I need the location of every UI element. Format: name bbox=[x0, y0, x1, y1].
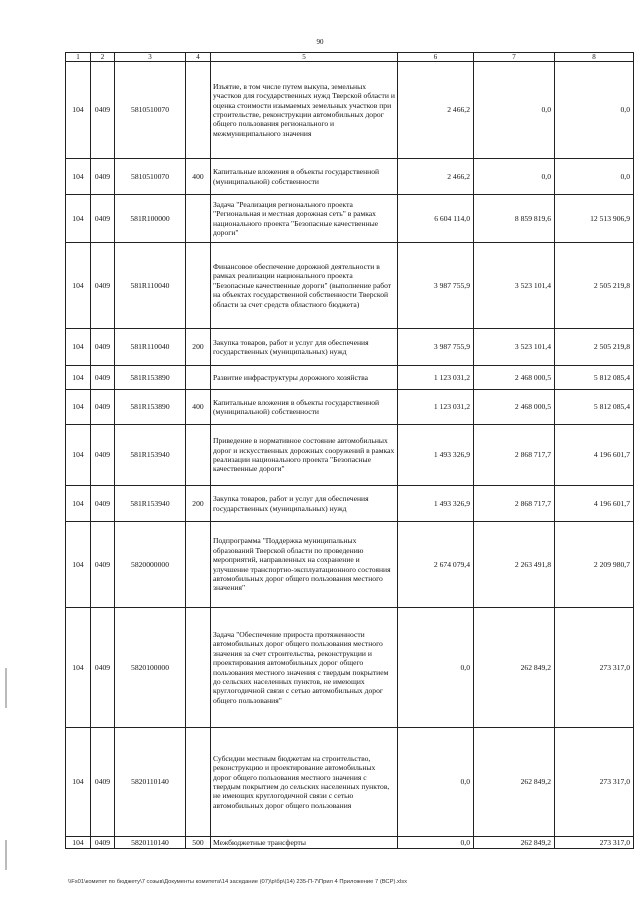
amount-cell: 0,0 bbox=[398, 608, 474, 728]
amount-cell: 262 849,2 bbox=[474, 608, 555, 728]
description-cell: Финансовое обеспечение дорожной деятельности в рамках реализации национального проекта "Безопасные качественные дороги" (выполнение работ на объектах государственной собственности Тверской области за счет средств областного бюджета) bbox=[211, 243, 398, 329]
code-cell: 581R153890 bbox=[115, 390, 186, 425]
code-cell: 0409 bbox=[91, 486, 115, 522]
amount-cell: 2 468 000,5 bbox=[474, 366, 555, 390]
code-cell: 581R110040 bbox=[115, 243, 186, 329]
description-cell: Субсидии местным бюджетам на строительство, реконструкцию и проектирование автомобильных дорог общего пользования местного значения с твердым покрытием до сельских населенных пунктов, не имеющих круглогодичной связи с сетью автомобильных дорог общего пользования bbox=[211, 728, 398, 837]
table-row bbox=[66, 608, 634, 728]
amount-cell: 273 317,0 bbox=[555, 608, 634, 728]
header-cell: 2 bbox=[91, 53, 115, 62]
code-cell: 581R153940 bbox=[115, 486, 186, 522]
code-cell: 200 bbox=[186, 329, 211, 366]
amount-cell: 1 493 326,9 bbox=[398, 425, 474, 486]
code-cell: 581R153940 bbox=[115, 425, 186, 486]
code-cell bbox=[186, 62, 211, 159]
table-row bbox=[66, 837, 634, 849]
amount-cell: 2 209 980,7 bbox=[555, 522, 634, 608]
code-cell: 400 bbox=[186, 390, 211, 425]
amount-cell: 2 868 717,7 bbox=[474, 486, 555, 522]
amount-cell: 5 812 085,4 bbox=[555, 390, 634, 425]
description-cell: Межбюджетные трансферты bbox=[211, 837, 398, 849]
code-cell: 400 bbox=[186, 159, 211, 195]
code-cell: 104 bbox=[66, 243, 91, 329]
code-cell: 104 bbox=[66, 425, 91, 486]
amount-cell: 273 317,0 bbox=[555, 728, 634, 837]
code-cell: 104 bbox=[66, 728, 91, 837]
header-cell: 4 bbox=[186, 53, 211, 62]
code-cell: 5820100000 bbox=[115, 608, 186, 728]
code-cell: 0409 bbox=[91, 425, 115, 486]
amount-cell: 2 868 717,7 bbox=[474, 425, 555, 486]
amount-cell: 0,0 bbox=[555, 62, 634, 159]
code-cell: 0409 bbox=[91, 837, 115, 849]
amount-cell: 3 523 101,4 bbox=[474, 243, 555, 329]
code-cell: 104 bbox=[66, 62, 91, 159]
code-cell bbox=[186, 728, 211, 837]
table-row bbox=[66, 243, 634, 329]
code-cell: 104 bbox=[66, 329, 91, 366]
amount-cell: 2 466,2 bbox=[398, 62, 474, 159]
table-row bbox=[66, 486, 634, 522]
header-cell: 3 bbox=[115, 53, 186, 62]
header-cell: 7 bbox=[474, 53, 555, 62]
description-cell: Задача "Реализация регионального проекта "Региональная и местная дорожная сеть" в рамках национального проекта "Безопасные качественные дороги" bbox=[211, 195, 398, 243]
amount-cell: 2 466,2 bbox=[398, 159, 474, 195]
table-row bbox=[66, 366, 634, 390]
amount-cell: 1 123 031,2 bbox=[398, 390, 474, 425]
amount-cell: 0,0 bbox=[474, 62, 555, 159]
code-cell: 0409 bbox=[91, 62, 115, 159]
description-cell: Приведение в нормативное состояние автомобильных дорог и искусственных дорожных сооружений в рамках реализации национального проекта "Безопасные качественные дороги" bbox=[211, 425, 398, 486]
code-cell: 0409 bbox=[91, 366, 115, 390]
description-cell: Развитие инфраструктуры дорожного хозяйства bbox=[211, 366, 398, 390]
amount-cell: 5 812 085,4 bbox=[555, 366, 634, 390]
code-cell: 104 bbox=[66, 390, 91, 425]
amount-cell: 12 513 906,9 bbox=[555, 195, 634, 243]
code-cell: 5820110140 bbox=[115, 728, 186, 837]
amount-cell: 0,0 bbox=[474, 159, 555, 195]
code-cell: 200 bbox=[186, 486, 211, 522]
table-row bbox=[66, 159, 634, 195]
code-cell: 104 bbox=[66, 195, 91, 243]
code-cell: 104 bbox=[66, 486, 91, 522]
amount-cell: 2 674 079,4 bbox=[398, 522, 474, 608]
code-cell: 5820110140 bbox=[115, 837, 186, 849]
code-cell: 5810510070 bbox=[115, 159, 186, 195]
code-cell: 0409 bbox=[91, 728, 115, 837]
code-cell bbox=[186, 608, 211, 728]
code-cell bbox=[186, 522, 211, 608]
amount-cell: 3 987 755,9 bbox=[398, 329, 474, 366]
table-row bbox=[66, 390, 634, 425]
code-cell: 0409 bbox=[91, 243, 115, 329]
amount-cell: 4 196 601,7 bbox=[555, 425, 634, 486]
table-row bbox=[66, 195, 634, 243]
code-cell: 581R153890 bbox=[115, 366, 186, 390]
header-row bbox=[66, 53, 634, 62]
table-row bbox=[66, 329, 634, 366]
code-cell: 0409 bbox=[91, 390, 115, 425]
code-cell: 0409 bbox=[91, 195, 115, 243]
file-path-footer: \\Fs01\комитет по бюджету\7 созыв\Документы комитета\14 заседание (07)\р\бр\(14) 235-П-7\Прил 4 Приложение 7 (ВСР).xlsx bbox=[68, 879, 408, 885]
amount-cell: 0,0 bbox=[398, 837, 474, 849]
description-cell: Капитальные вложения в объекты государственной (муниципальной) собственности bbox=[211, 390, 398, 425]
code-cell: 104 bbox=[66, 366, 91, 390]
amount-cell: 3 987 755,9 bbox=[398, 243, 474, 329]
header-cell: 1 bbox=[66, 53, 91, 62]
amount-cell: 1 123 031,2 bbox=[398, 366, 474, 390]
table-row bbox=[66, 62, 634, 159]
description-cell: Закупка товаров, работ и услуг для обеспечения государственных (муниципальных) нужд bbox=[211, 486, 398, 522]
code-cell bbox=[186, 195, 211, 243]
amount-cell: 262 849,2 bbox=[474, 728, 555, 837]
code-cell: 0409 bbox=[91, 522, 115, 608]
code-cell: 0409 bbox=[91, 329, 115, 366]
code-cell bbox=[186, 425, 211, 486]
table-row bbox=[66, 728, 634, 837]
code-cell: 581R110040 bbox=[115, 329, 186, 366]
table-row bbox=[66, 425, 634, 486]
code-cell: 5820000000 bbox=[115, 522, 186, 608]
description-cell: Капитальные вложения в объекты государственной (муниципальной) собственности bbox=[211, 159, 398, 195]
amount-cell: 0,0 bbox=[555, 159, 634, 195]
amount-cell: 2 468 000,5 bbox=[474, 390, 555, 425]
amount-cell: 2 505 219,8 bbox=[555, 329, 634, 366]
table-row bbox=[66, 522, 634, 608]
page-number: 90 bbox=[316, 38, 324, 46]
amount-cell: 262 849,2 bbox=[474, 837, 555, 849]
header-cell: 8 bbox=[555, 53, 634, 62]
description-cell: Подпрограмма "Поддержка муниципальных образований Тверской области по проведению мероприятий, направленных на сохранение и улучшение транспортно-эксплуатационного состояния автомобильных дорог общего пользования местного значения" bbox=[211, 522, 398, 608]
margin-mark bbox=[5, 840, 7, 870]
description-cell: Закупка товаров, работ и услуг для обеспечения государственных (муниципальных) нужд bbox=[211, 329, 398, 366]
header-cell: 6 bbox=[398, 53, 474, 62]
amount-cell: 2 263 491,8 bbox=[474, 522, 555, 608]
code-cell: 104 bbox=[66, 608, 91, 728]
code-cell bbox=[186, 243, 211, 329]
code-cell: 5810510070 bbox=[115, 62, 186, 159]
code-cell: 104 bbox=[66, 522, 91, 608]
amount-cell: 1 493 326,9 bbox=[398, 486, 474, 522]
code-cell: 581R100000 bbox=[115, 195, 186, 243]
amount-cell: 4 196 601,7 bbox=[555, 486, 634, 522]
amount-cell: 273 317,0 bbox=[555, 837, 634, 849]
amount-cell: 3 523 101,4 bbox=[474, 329, 555, 366]
budget-table bbox=[65, 52, 634, 849]
amount-cell: 6 604 114,0 bbox=[398, 195, 474, 243]
code-cell bbox=[186, 366, 211, 390]
code-cell: 0409 bbox=[91, 159, 115, 195]
amount-cell: 2 505 219,8 bbox=[555, 243, 634, 329]
margin-mark bbox=[5, 668, 7, 708]
description-cell: Задача "Обеспечение прироста протяженности автомобильных дорог общего пользования местного значения за счет строительства, реконструкции и проектирования автомобильных дорог общего пользования местного значения с твердым покрытием до сельских населенных пунктов, не имеющих круглогодичной связи с сетью автомобильных дорог общего пользования" bbox=[211, 608, 398, 728]
amount-cell: 8 859 819,6 bbox=[474, 195, 555, 243]
code-cell: 104 bbox=[66, 159, 91, 195]
amount-cell: 0,0 bbox=[398, 728, 474, 837]
code-cell: 0409 bbox=[91, 608, 115, 728]
description-cell: Изъятие, в том числе путем выкупа, земельных участков для государственных нужд Тверской области и оценка стоимости изымаемых земельных участков при строительстве, реконструкции автомобильных дорог общего пользования регионального и межмуниципального значения bbox=[211, 62, 398, 159]
code-cell: 104 bbox=[66, 837, 91, 849]
header-cell: 5 bbox=[211, 53, 398, 62]
code-cell: 500 bbox=[186, 837, 211, 849]
